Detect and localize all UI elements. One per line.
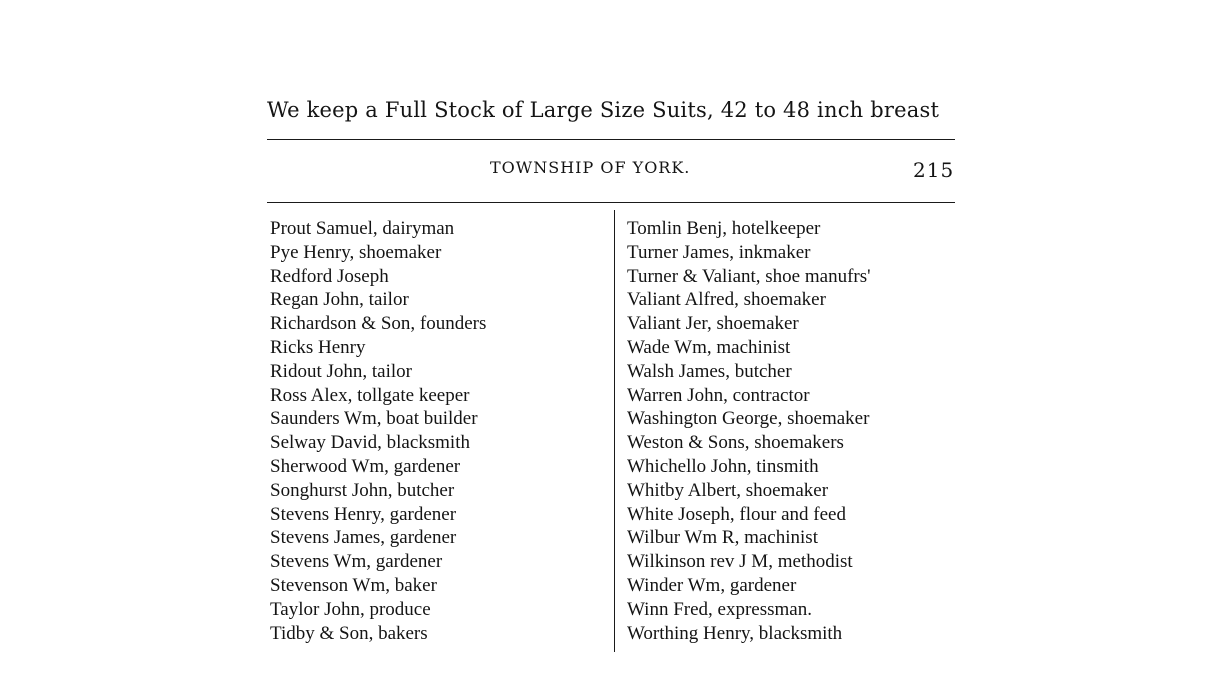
directory-entry: Washington George, shoemaker — [627, 408, 870, 430]
directory-entry: Turner & Valiant, shoe manufrs' — [627, 265, 871, 287]
directory-entry: Worthing Henry, blacksmith — [627, 622, 843, 644]
directory-entry: Winder Wm, gardener — [627, 574, 797, 596]
directory-entry: Tomlin Benj, hotelkeeper — [627, 218, 821, 239]
directory-entry: Walsh James, butcher — [627, 360, 792, 382]
directory-entry: White Joseph, flour and feed — [627, 503, 846, 525]
directory-entry: Valiant Jer, shoemaker — [627, 313, 799, 335]
directory-entry: Richardson & Son, founders — [270, 313, 487, 335]
directory-entry: Ross Alex, tollgate keeper — [270, 384, 470, 406]
directory-entry: Stevens James, gardener — [270, 527, 457, 549]
directory-entry: Pye Henry, shoemaker — [270, 241, 442, 263]
header-top-rule — [267, 139, 955, 140]
directory-entry: Regan John, tailor — [270, 289, 409, 311]
column-divider — [614, 210, 615, 652]
directory-entry: Prout Samuel, dairyman — [270, 218, 455, 239]
directory-entry: Redford Joseph — [270, 265, 389, 287]
directory-entry: Tidby & Son, bakers — [270, 622, 428, 644]
directory-entry: Ricks Henry — [270, 336, 366, 358]
advertisement-line: We keep a Full Stock of Large Size Suits, 42 to 48 inch breast — [267, 98, 940, 122]
directory-entry: Winn Fred, expressman. — [627, 598, 812, 620]
page-title: TOWNSHIP OF YORK. — [490, 158, 691, 177]
right-column — [627, 217, 957, 645]
header-bottom-rule — [267, 202, 955, 203]
directory-entry: Wade Wm, machinist — [627, 336, 791, 358]
directory-entry: Wilbur Wm R, machinist — [627, 527, 818, 549]
directory-entry: Weston & Sons, shoemakers — [627, 432, 844, 454]
directory-entry: Saunders Wm, boat builder — [270, 408, 478, 430]
directory-entry: Taylor John, produce — [270, 598, 431, 620]
directory-entry: Valiant Alfred, shoemaker — [627, 289, 826, 311]
directory-entry: Warren John, contractor — [627, 384, 810, 406]
page-number: 215 — [913, 158, 955, 182]
directory-entry: Wilkinson rev J M, methodist — [627, 551, 853, 573]
directory-entry: Stevens Wm, gardener — [270, 551, 443, 573]
directory-entry: Sherwood Wm, gardener — [270, 455, 461, 477]
directory-entry: Stevenson Wm, baker — [270, 574, 437, 596]
directory-entry: Whichello John, tinsmith — [627, 455, 819, 477]
directory-entry: Ridout John, tailor — [270, 360, 412, 382]
directory-entry: Turner James, inkmaker — [627, 241, 811, 263]
directory-entry: Songhurst John, butcher — [270, 479, 455, 501]
directory-entry: Selway David, blacksmith — [270, 432, 470, 454]
directory-entry: Whitby Albert, shoemaker — [627, 479, 829, 501]
directory-entry: Stevens Henry, gardener — [270, 503, 457, 525]
left-column — [270, 217, 612, 645]
